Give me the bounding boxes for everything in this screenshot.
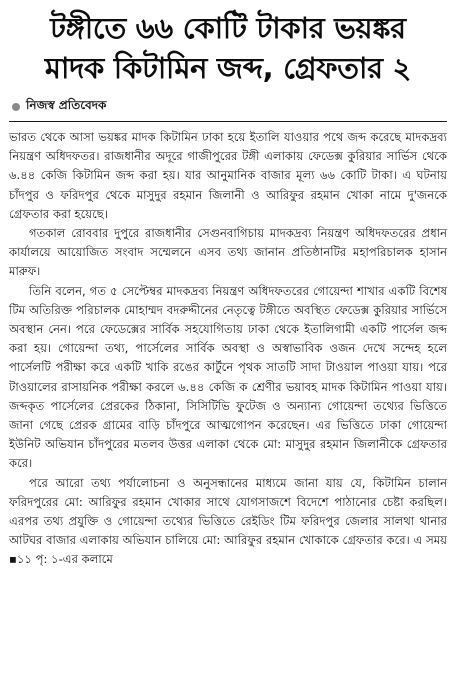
bullet-icon xyxy=(12,103,20,111)
paragraph-3: তিনি বলেন, গত ৫ সেপ্টেম্বর মাদকদ্রব্য নিয়ন্ত্রণ অধিদফতরের গোয়েন্দা শাখার একটি বিশেষ টিম অতিরিক্ত পরিচালক মোহাম্মদ বদরুদ্দীনের নেতৃত্বে টঙ্গীতে অবস্থিত ফেডেক্স কুরিয়ার সার্ভিসে অবস্থান নেন। পরে ফেডেক্সের সার্বিক সহযোগিতায় ঢাকা থেকে ইতালিগামী একটি পার্সেল জব্দ করা হয়। গোয়েন্দা তথ্য, পার্সেলের সার্বিক অবস্থা ও অস্বাভাবিক ওজন দেখে সন্দেহ হলে পার্সেলটি পরীক্ষা করে একটি খাকি রঙের কার্টুনে পৃথক সাতটি সাদা টাওয়াল পাওয়া যায়। পরে টাওয়ালের রাসায়নিক পরীক্ষা করলে ৬.৪৪ কেজি ক শ্রেণীর ভয়াবহ মাদক কিটামিন পাওয়া যায়। জব্দকৃত পার্সেলের প্রেরকের ঠিকানা, সিসিটিভি ফুটেজ ও অন্যান্য গোয়েন্দা তথ্যের ভিত্তিতে জানা গেছে প্রেরক গ্রামের বাড়ি চাঁদপুরে আত্মগোপন করেছেন। এর ভিত্তিতে ঢাকা গোয়েন্দা ইউনিট অভিযান চাঁদপুরের মতলব উত্তর এলাকা থেকে মো: মাসুদুর রহমান জিলানীকে গ্রেফতার করে। xyxy=(9,283,447,471)
article-body xyxy=(9,128,447,570)
paragraph-1: ভারত থেকে আসা ভয়ঙ্কর মাদক কিটামিন ঢাকা হয়ে ইতালি যাওয়ার পথে জব্দ করেছে মাদকদ্রব্য নিয়ন্ত্রণ অধিদফতর। রাজধানীর অদূরে গাজীপুরের টঙ্গী এলাকায় ফেডেক্স কুরিয়ার সার্ভিস থেকে ৬.৪৪ কেজি কিটামিন জব্দ করা হয়। যার আনুমানিক বাজার মূল্য ৬৬ কোটি টাকা। এ ঘটনায় চাঁদপুর ও ফরিদপুর থেকে মাসুদুর রহমান জিলানী ও আরিফুর রহমান খোকা নামে দু'জনকে গ্রেফতার করা হয়েছে। xyxy=(9,130,447,221)
divider xyxy=(9,121,447,122)
byline-text: নিজস্ব প্রতিবেদক xyxy=(26,98,107,112)
byline xyxy=(9,96,447,118)
headline-line-2: মাদক কিটামিন জব্দ, গ্রেফতার ২ xyxy=(44,51,412,85)
headline-line-1: টঙ্গীতে ৬৬ কোটি টাকার ভয়ঙ্কর xyxy=(50,11,406,45)
continued-on-page-note: ▪১১ পৃ: ১-এর কলামে xyxy=(9,552,113,567)
paragraph-2: গতকাল রোববার দুপুরে রাজধানীর সেগুনবাগিচায় মাদকদ্রব্য নিয়ন্ত্রণ অধিদফতরের প্রধান কার্যালয়ে আয়োজিত সংবাদ সম্মেলনে এসব তথ্য জানান প্রতিষ্ঠানটির মহাপরিচালক হাসান মারুফ। xyxy=(9,226,447,279)
paragraph-4-text: পরে আরো তথ্য পর্যালোচনা ও অনুসন্ধানের মাধ্যমে জানা যায় যে, কিটামিন চালান ফরিদপুরের মো: আরিফুর রহমান খোকার সাথে যোগসাজশে বিদেশে পাঠানোর চেষ্টা করছিল। এরপর তথ্য প্রযুক্তি ও গোয়েন্দা তথ্যের ভিত্তিতে রেইডিং টিম ফরিদপুর জেলার সালথা থানার আটঘর বাজার এলাকায় অভিযান চালিয়ে মো: আরিফুর রহমান খোকাকে গ্রেফতার করে। এ সময় xyxy=(9,475,447,548)
headline xyxy=(9,8,447,88)
paragraph-4 xyxy=(9,474,447,570)
